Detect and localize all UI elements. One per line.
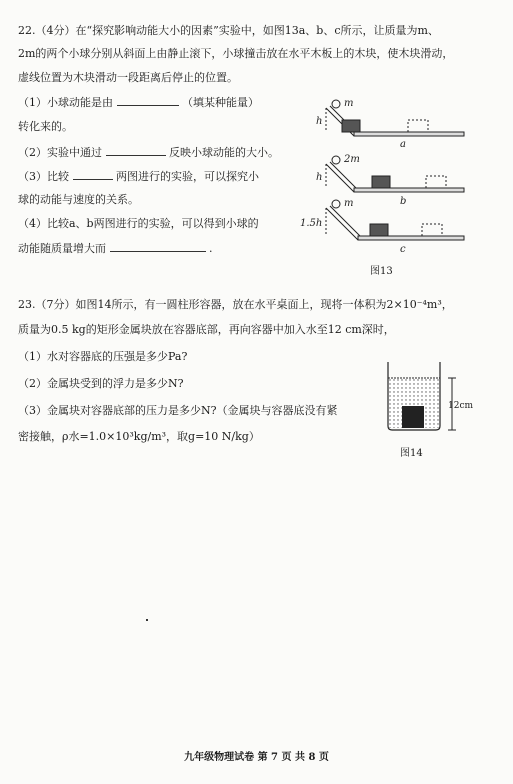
stray-dot <box>146 619 148 621</box>
fig13-c-label: c <box>400 244 406 255</box>
q22-sub2-text-a: （2）实验中通过 <box>18 146 102 159</box>
fig13-b-mass-label: 2m <box>344 154 360 165</box>
metal-block <box>402 406 424 428</box>
fig13-c-height-label: 1.5h <box>300 218 323 229</box>
q22-sub2 <box>18 145 279 160</box>
q22-sub3-blank[interactable] <box>73 169 113 180</box>
q22-sub4-cont <box>18 241 213 256</box>
q22-sub2-text-b: 反映小球动能的大小。 <box>169 146 279 159</box>
fig13-a-height-label: h <box>316 116 323 127</box>
q22-sub3-cont: 球的动能与速度的关系。 <box>18 193 139 206</box>
figure-14-caption: 图14 <box>400 448 423 459</box>
q22-sub1-text-b: （填某种能量） <box>182 96 259 109</box>
q22-sub1-text-a: （1）小球动能是由 <box>18 96 113 109</box>
figure-13-diagram <box>296 92 476 282</box>
q23-sub1: （1）水对容器底的压强是多少Pa? <box>18 350 188 363</box>
fig13-b-height-label: h <box>316 172 323 183</box>
q22-sub4-text-b: 动能随质量增大而 <box>18 242 106 255</box>
page-footer: 九年级物理试卷 第 7 页 共 8 页 <box>184 752 329 763</box>
q22-sub3 <box>18 169 259 184</box>
q22-sub4-text-c: . <box>209 242 213 255</box>
q22-sub4: （4）比较a、b两图进行的实验，可以得到小球的 <box>18 217 259 230</box>
q22-sub1 <box>18 95 259 110</box>
q23-sub2: （2）金属块受到的浮力是多少N? <box>18 377 184 390</box>
q22-sub3-text-b: 两图进行的实验，可以探究小 <box>116 170 259 183</box>
fig13-c-mass-label: m <box>344 198 354 209</box>
fig13-a-label: a <box>400 139 406 150</box>
figure-14-diagram <box>384 358 484 438</box>
q23-line-1: 23.（7分）如图14所示，有一圆柱形容器，放在水平桌面上，现将一体积为2×10⁻⁴m³， <box>18 298 453 311</box>
figure-13-caption: 图13 <box>370 266 393 277</box>
depth-label: 12cm <box>448 401 474 411</box>
q22-sub2-blank[interactable] <box>106 145 166 156</box>
q22-line-2: 2m的两个小球分别从斜面上由静止滚下，小球撞击放在水平木板上的木块，使木块滑动， <box>18 47 454 60</box>
container <box>388 362 440 430</box>
q22-sub1-blank[interactable] <box>117 95 179 106</box>
q22-sub3-text-a: （3）比较 <box>18 170 69 183</box>
q22-sub1-cont: 转化来的。 <box>18 120 73 133</box>
fig13-b-label: b <box>400 196 407 207</box>
q22-line-1: 22.（4分）在“探究影响动能大小的因素”实验中，如图13a、b、c所示，让质量为m、 <box>18 24 439 37</box>
fig13-a-mass-label: m <box>344 98 354 109</box>
q22-line-3: 虚线位置为木块滑动一段距离后停止的位置。 <box>18 71 238 84</box>
q23-line-2: 质量为0.5 kg的矩形金属块放在容器底部，再向容器中加入水至12 cm深时， <box>18 323 395 336</box>
q22-sub4-blank[interactable] <box>110 241 206 252</box>
q23-sub3-cont: 密接触，ρ水=1.0×10³kg/m³，取g=10 N/kg） <box>18 430 260 443</box>
q23-sub3: （3）金属块对容器底部的压力是多少N?（金属块与容器底没有紧 <box>18 404 338 417</box>
